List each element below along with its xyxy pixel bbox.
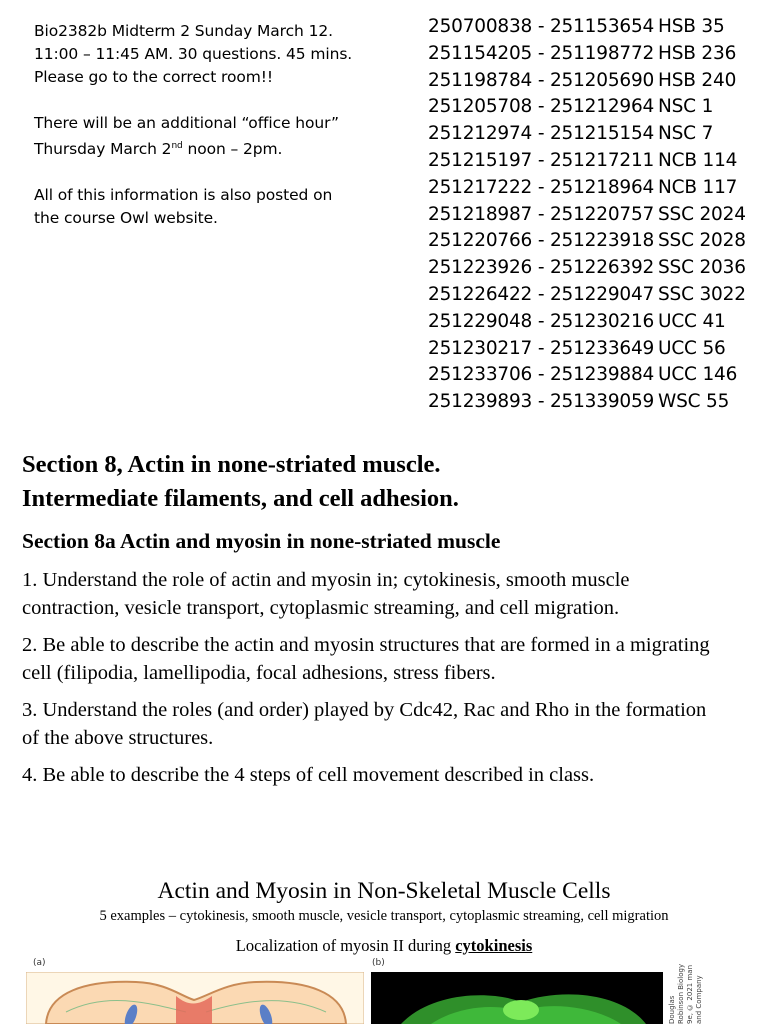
- room-name: NSC 7: [658, 123, 714, 145]
- room-row: [428, 228, 746, 255]
- room-row: [428, 336, 746, 363]
- section-title: [22, 448, 742, 516]
- room-name: NCB 117: [658, 176, 738, 198]
- student-range: 251226422 - 251229047: [428, 283, 655, 305]
- room-row: [428, 94, 746, 121]
- objective-item: 1. Understand the role of actin and myosin in; cytokinesis, smooth muscle contraction, vesicle transport, cytoplasmic streaming, and cell migration.: [22, 569, 630, 619]
- room-name: SSC 2024: [658, 203, 746, 225]
- student-range: 251198784 - 251205690: [428, 69, 655, 91]
- myosin-fluorescence-micrograph: [371, 972, 663, 1024]
- exam-info-text: Bio2382b Midterm 2 Sunday March 12. 11:00 – 11:45 AM. 30 questions. 45 mins. Please go to the correct room!!: [34, 22, 353, 86]
- room-name: HSB 236: [658, 42, 737, 64]
- section-title-line2: Intermediate filaments, and cell adhesion.: [22, 485, 459, 512]
- student-range: 251239893 - 251339059: [428, 391, 655, 413]
- room-row: [428, 41, 746, 68]
- room-assignment-list: [428, 14, 746, 416]
- student-range: 251220766 - 251223918: [428, 230, 655, 252]
- objectives-list: [22, 566, 722, 798]
- section-subtitle: Section 8a Actin and myosin in none-striated muscle: [22, 529, 501, 553]
- student-range: 251233706 - 251239884: [428, 364, 655, 386]
- slide-subtitle: 5 examples – cytokinesis, smooth muscle, vesicle transport, cytoplasmic streaming, cell migration: [99, 908, 669, 924]
- figure-caption: Localization of myosin II during cytokinesis: [235, 936, 533, 955]
- student-range: 251223926 - 251226392: [428, 257, 655, 279]
- panel-b-label: (b): [372, 958, 385, 968]
- exam-notice: [34, 20, 394, 253]
- student-range: 251212974 - 251215154: [428, 123, 655, 145]
- student-range: 251229048 - 251230216: [428, 310, 655, 332]
- student-range: 251215197 - 251217211: [428, 149, 655, 171]
- room-name: SSC 2028: [658, 230, 746, 252]
- student-range: 251205708 - 251212964: [428, 96, 655, 118]
- room-row: [428, 121, 746, 148]
- objective-item: 3. Understand the roles (and order) played by Cdc42, Rac and Rho in the formation of the above structures.: [22, 699, 707, 749]
- office-hour-text: There will be an additional “office hour” Thursday March 2nd noon – 2pm.: [34, 114, 339, 159]
- objective-item: 2. Be able to describe the actin and myosin structures that are formed in a migrating cell (filipodia, lamellipodia, focal adhesions, stress fibers.: [22, 634, 710, 684]
- student-range: 251218987 - 251220757: [428, 203, 655, 225]
- room-row: [428, 68, 746, 95]
- dividing-cell-illustration: [26, 972, 364, 1024]
- room-row: [428, 255, 746, 282]
- room-name: SSC 2036: [658, 257, 746, 279]
- room-name: NSC 1: [658, 96, 714, 118]
- student-range: 251230217 - 251233649: [428, 337, 655, 359]
- room-row: [428, 282, 746, 309]
- room-name: NCB 114: [658, 149, 738, 171]
- room-name: UCC 146: [658, 364, 738, 386]
- room-name: SSC 3022: [658, 283, 746, 305]
- room-row: [428, 175, 746, 202]
- room-row: [428, 362, 746, 389]
- owl-info-text: All of this information is also posted on the course Owl website.: [34, 186, 333, 228]
- room-name: WSC 55: [658, 391, 730, 413]
- room-name: HSB 240: [658, 69, 737, 91]
- student-range: 251217222 - 251218964: [428, 176, 655, 198]
- room-name: UCC 56: [658, 337, 726, 359]
- figure-credit: Douglas Robinson Biology 9e, © 2021 man and Company: [668, 963, 703, 1024]
- room-name: UCC 41: [658, 310, 726, 332]
- room-row: [428, 148, 746, 175]
- room-row: [428, 389, 746, 416]
- student-range: 251154205 - 251198772: [428, 42, 655, 64]
- panel-a-label: (a): [33, 958, 46, 968]
- objective-item: 4. Be able to describe the 4 steps of cell movement described in class.: [22, 764, 595, 786]
- room-row: [428, 309, 746, 336]
- section-title-line1: Section 8, Actin in none-striated muscle.: [22, 451, 441, 478]
- room-name: HSB 35: [658, 16, 725, 37]
- room-row: [428, 202, 746, 229]
- slide-title: Actin and Myosin in Non-Skeletal Muscle Cells: [157, 878, 611, 904]
- room-row: [428, 14, 746, 41]
- student-range: 250700838 - 251153654: [428, 16, 655, 37]
